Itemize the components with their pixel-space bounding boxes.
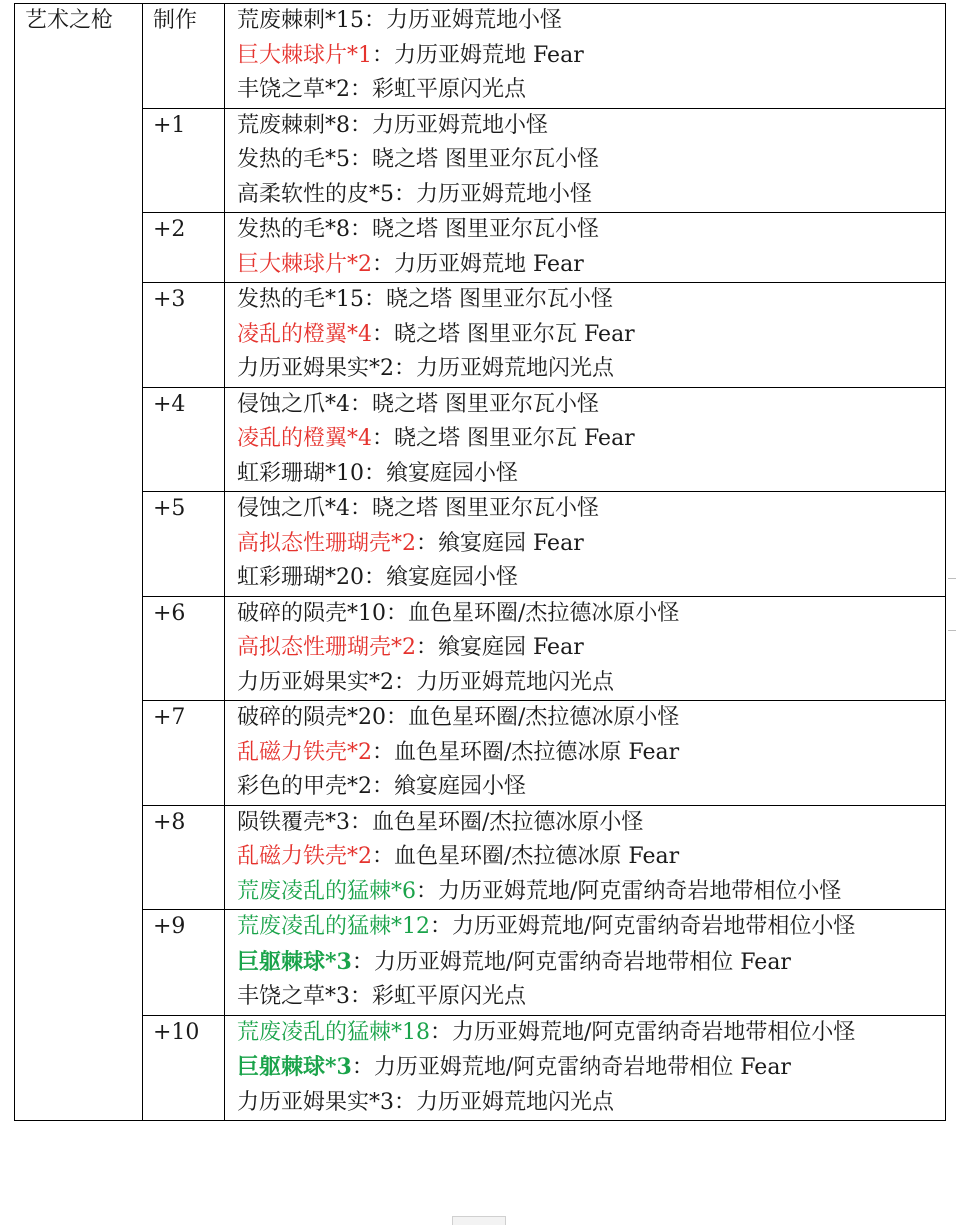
level-label: +9	[153, 914, 186, 939]
material-source: ：晓之塔 图里亚尔瓦小怪	[350, 496, 599, 521]
material-source: ：彩虹平原闪光点	[350, 77, 527, 102]
material-name: 力历亚姆果实*2	[237, 669, 394, 695]
material-name: 高柔软性的皮*5	[237, 181, 394, 207]
level-label: +8	[153, 809, 186, 835]
level-cell	[143, 596, 225, 701]
materials-cell	[225, 213, 946, 283]
material-name: 陨铁覆壳*3	[237, 809, 350, 835]
material-name: 彩色的甲壳*2	[237, 774, 372, 799]
material-source: ：晓之塔 图里亚尔瓦小怪	[364, 287, 613, 312]
level-label: +5	[153, 496, 186, 521]
level-cell	[143, 4, 225, 109]
material-line	[237, 597, 945, 632]
material-line	[237, 388, 945, 423]
material-line	[237, 178, 945, 213]
material-source: ：血色星环圈/杰拉德冰原小怪	[386, 705, 680, 730]
material-name: 高拟态性珊瑚壳*2	[237, 530, 416, 556]
item-name-cell	[15, 4, 143, 1121]
material-source: ：力历亚姆荒地闪光点	[394, 356, 615, 381]
table-row	[15, 283, 946, 388]
material-name: 巨大棘球片*2	[237, 251, 372, 277]
material-name: 巨大棘球片*1	[237, 42, 372, 68]
material-line	[237, 840, 945, 875]
material-line	[237, 770, 945, 805]
material-name: 凌乱的橙翼*4	[237, 426, 372, 451]
material-name: 力历亚姆果实*3	[237, 1089, 394, 1115]
material-source: ：力历亚姆荒地/阿克雷纳奇岩地带相位小怪	[430, 914, 856, 939]
table-row	[15, 701, 946, 806]
margin-marker-bottom	[948, 630, 956, 631]
material-name: 丰饶之草*2	[237, 77, 350, 102]
material-source: ：血色星环圈/杰拉德冰原 Fear	[372, 844, 680, 869]
material-source: ：力历亚姆荒地/阿克雷纳奇岩地带相位 Fear	[351, 949, 791, 975]
material-source: ：晓之塔 图里亚尔瓦小怪	[350, 217, 599, 242]
material-name: 侵蚀之爪*4	[237, 496, 350, 521]
material-line	[237, 318, 945, 353]
material-line	[237, 875, 945, 910]
material-name: 破碎的陨壳*10	[237, 600, 386, 626]
material-line	[237, 701, 945, 736]
material-source: ：飨宴庭园小怪	[364, 460, 519, 486]
material-line	[237, 352, 945, 387]
material-source: ：飨宴庭园小怪	[372, 774, 527, 799]
material-source: ：力历亚姆荒地 Fear	[372, 42, 584, 68]
material-source: ：力历亚姆荒地小怪	[350, 112, 549, 138]
material-name: 凌乱的橙翼*4	[237, 321, 372, 347]
material-line	[237, 806, 945, 841]
materials-cell	[225, 910, 946, 1016]
material-line	[237, 561, 945, 596]
material-name: 破碎的陨壳*20	[237, 705, 386, 730]
material-line	[237, 666, 945, 701]
material-line	[237, 492, 945, 527]
material-source: ：力历亚姆荒地小怪	[364, 8, 563, 33]
level-cell	[143, 910, 225, 1016]
material-name: 发热的毛*5	[237, 147, 350, 172]
margin-marker-top	[948, 578, 956, 579]
material-source: ：力历亚姆荒地闪光点	[394, 669, 615, 695]
material-source: ：飨宴庭园 Fear	[416, 635, 584, 660]
material-line	[237, 980, 945, 1015]
material-line	[237, 1086, 945, 1121]
crafting-table-body	[15, 4, 946, 1121]
table-row	[15, 4, 946, 109]
materials-cell	[225, 108, 946, 213]
table-row	[15, 596, 946, 701]
material-name: 荒废凌乱的猛棘*18	[237, 1019, 430, 1045]
level-cell	[143, 805, 225, 910]
material-source: ：力历亚姆荒地 Fear	[372, 251, 584, 277]
level-label: +7	[153, 705, 186, 730]
materials-cell	[225, 387, 946, 492]
material-name: 侵蚀之爪*4	[237, 391, 350, 417]
material-line	[237, 945, 945, 981]
material-name: 荒废凌乱的猛棘*6	[237, 878, 416, 904]
level-cell	[143, 283, 225, 388]
table-row	[15, 387, 946, 492]
material-source: ：晓之塔 图里亚尔瓦小怪	[350, 391, 599, 417]
material-line	[237, 910, 945, 945]
material-line	[237, 143, 945, 178]
materials-cell	[225, 4, 946, 109]
material-line	[237, 736, 945, 771]
level-cell	[143, 492, 225, 597]
level-cell	[143, 1015, 225, 1121]
materials-cell	[225, 492, 946, 597]
material-name: 高拟态性珊瑚壳*2	[237, 635, 416, 660]
material-source: ：力历亚姆荒地/阿克雷纳奇岩地带相位 Fear	[351, 1055, 791, 1080]
material-name: 发热的毛*15	[237, 287, 364, 312]
materials-cell	[225, 1015, 946, 1121]
material-line	[237, 73, 945, 108]
material-line	[237, 631, 945, 666]
table-row	[15, 805, 946, 910]
material-name: 乱磁力铁壳*2	[237, 739, 372, 765]
level-cell	[143, 213, 225, 283]
material-line	[237, 422, 945, 457]
item-name: 艺术之枪	[25, 8, 114, 33]
material-name: 虹彩珊瑚*10	[237, 460, 364, 486]
table-row	[15, 1015, 946, 1121]
material-source: ：血色星环圈/杰拉德冰原 Fear	[372, 739, 680, 765]
material-name: 巨躯棘球*3	[237, 948, 352, 975]
material-source: ：血色星环圈/杰拉德冰原小怪	[386, 600, 680, 626]
material-name: 巨躯棘球*3	[237, 1054, 352, 1080]
level-cell	[143, 108, 225, 213]
materials-cell	[225, 596, 946, 701]
materials-cell	[225, 805, 946, 910]
level-cell	[143, 387, 225, 492]
table-row	[15, 213, 946, 283]
level-label: 制作	[153, 8, 198, 33]
materials-cell	[225, 283, 946, 388]
material-line	[237, 1050, 945, 1086]
material-source: ：力历亚姆荒地闪光点	[394, 1089, 615, 1115]
level-cell	[143, 701, 225, 806]
material-name: 荒废棘刺*15	[237, 8, 364, 33]
material-name: 荒废凌乱的猛棘*12	[237, 914, 430, 939]
level-label: +1	[153, 112, 186, 138]
material-source: ：飨宴庭园小怪	[364, 565, 519, 590]
material-source: ：血色星环圈/杰拉德冰原小怪	[350, 809, 644, 835]
material-source: ：力历亚姆荒地/阿克雷纳奇岩地带相位小怪	[430, 1019, 856, 1045]
level-label: +3	[153, 287, 186, 312]
material-line	[237, 527, 945, 562]
material-source: ：力历亚姆荒地小怪	[394, 181, 593, 207]
material-source: ：晓之塔 图里亚尔瓦小怪	[350, 147, 599, 172]
material-name: 力历亚姆果实*2	[237, 356, 394, 381]
material-line	[237, 109, 945, 144]
level-label: +10	[153, 1019, 200, 1045]
materials-cell	[225, 701, 946, 806]
material-line	[237, 1016, 945, 1051]
table-row	[15, 108, 946, 213]
table-row	[15, 492, 946, 597]
material-source: ：飨宴庭园 Fear	[416, 530, 584, 556]
table-row	[15, 910, 946, 1016]
material-line	[237, 248, 945, 283]
material-line	[237, 283, 945, 318]
material-name: 发热的毛*8	[237, 217, 350, 242]
material-line	[237, 39, 945, 74]
material-name: 虹彩珊瑚*20	[237, 565, 364, 590]
level-label: +4	[153, 391, 186, 417]
level-label: +6	[153, 600, 186, 626]
material-line	[237, 457, 945, 492]
material-name: 丰饶之草*3	[237, 984, 350, 1009]
material-source: ：晓之塔 图里亚尔瓦 Fear	[372, 426, 635, 451]
material-line	[237, 4, 945, 39]
material-name: 乱磁力铁壳*2	[237, 844, 372, 869]
crafting-table	[14, 3, 946, 1121]
level-label: +2	[153, 217, 186, 242]
material-source: ：彩虹平原闪光点	[350, 984, 527, 1009]
material-source: ：力历亚姆荒地/阿克雷纳奇岩地带相位小怪	[416, 878, 842, 904]
material-name: 荒废棘刺*8	[237, 112, 350, 138]
material-source: ：晓之塔 图里亚尔瓦 Fear	[372, 321, 635, 347]
material-line	[237, 213, 945, 248]
